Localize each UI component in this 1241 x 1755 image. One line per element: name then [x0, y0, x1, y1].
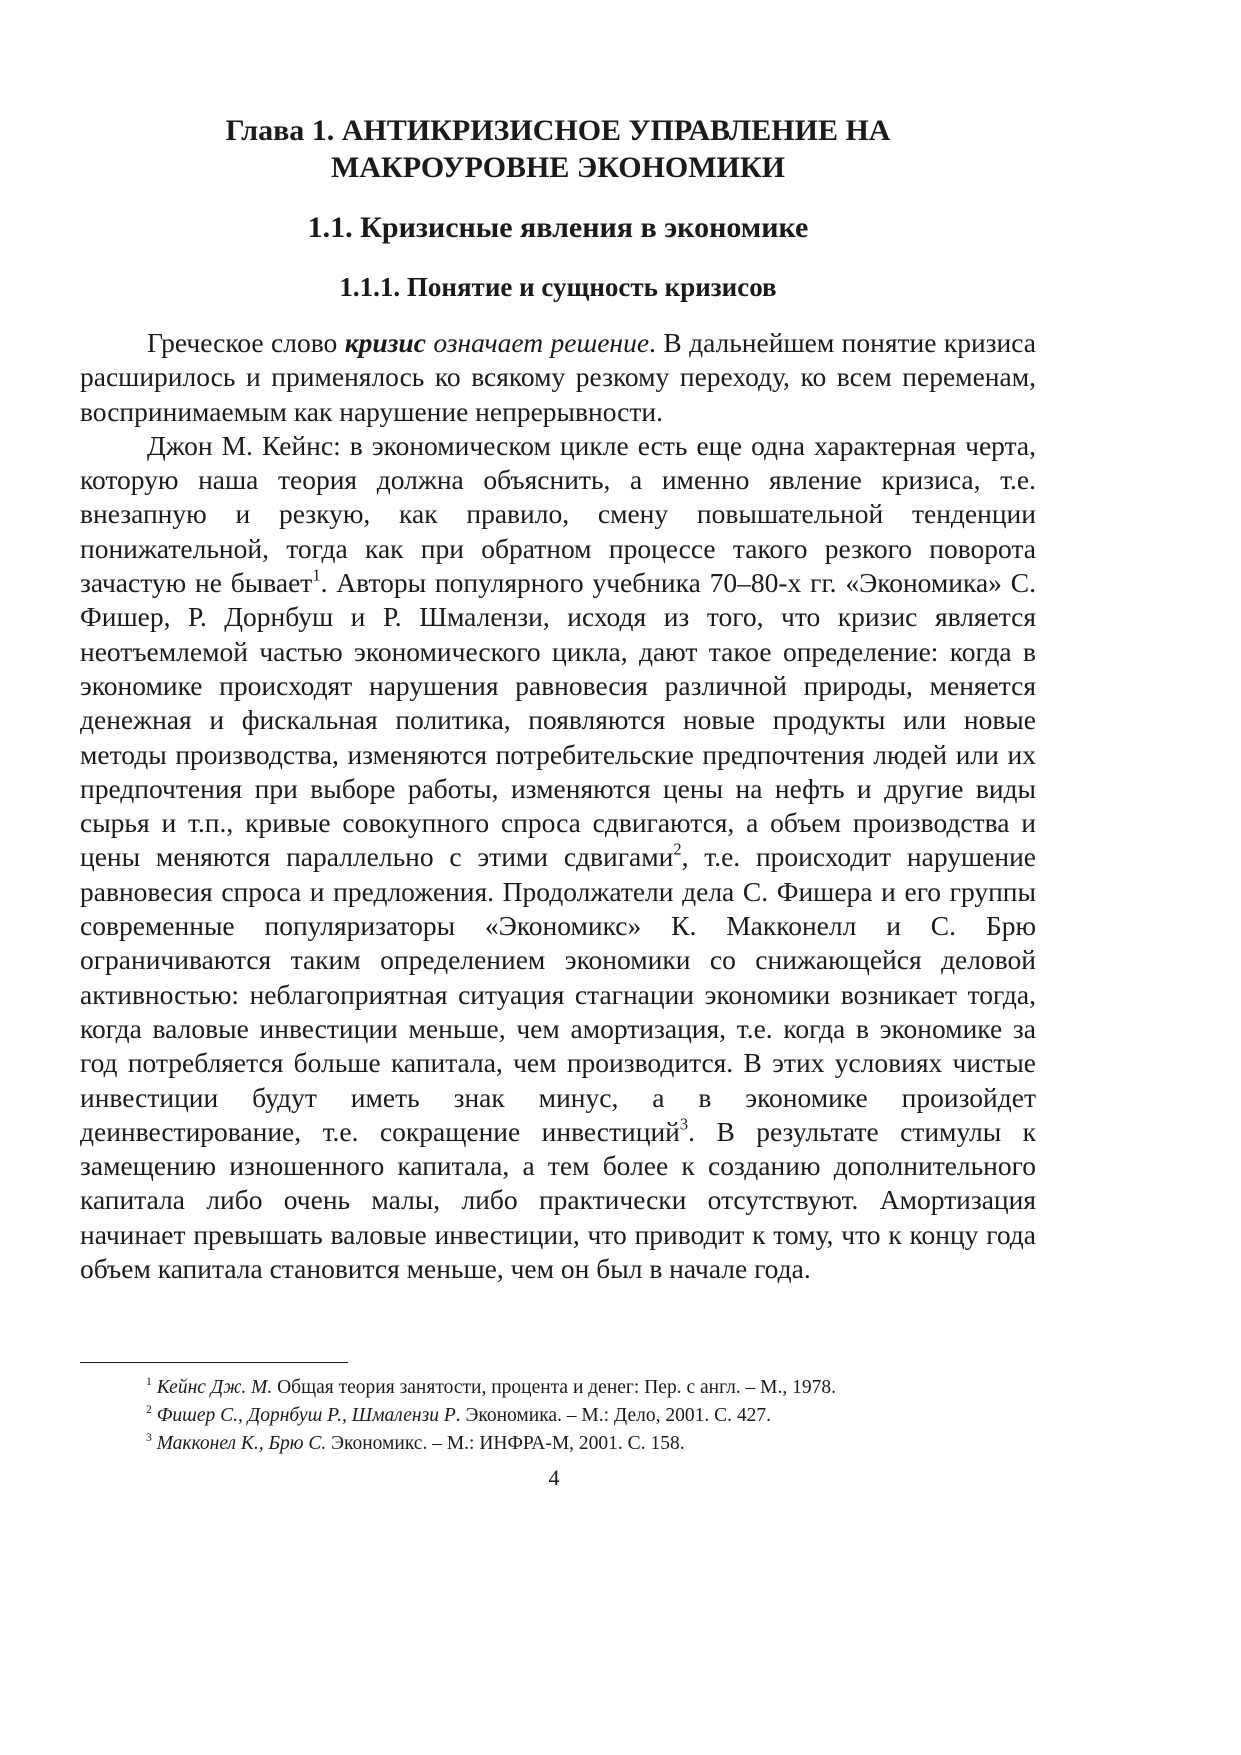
- footnote-ref-1[interactable]: 1: [312, 565, 321, 585]
- page-number: 4: [548, 1465, 560, 1490]
- footnote-2: [146, 1402, 1036, 1430]
- paragraph-2-segment-1: Джон М. Кейнс: в экономическом цикле есть еще одна характерная черта, которую наша теория должна объяснить, а именно явление кризиса, т.е. внезапную и резкую, как правило, смену повышательной тенденции понижательной, тогда как при обратном процессе такого резкого поворота зачастую не бывает: [80, 429, 1036, 599]
- footnote-number: 2: [146, 1402, 152, 1416]
- footnote-text: . Экономика. – М.: Дело, 2001. С. 427.: [455, 1405, 771, 1426]
- footnote-number: 3: [146, 1430, 152, 1444]
- footnote-authors: Макконел К., Брю С.: [156, 1433, 327, 1454]
- section-title: 1.1. Кризисные явления в экономике: [307, 211, 809, 244]
- chapter-title-line-1: Глава 1. АНТИКРИЗИСНОЕ УПРАВЛЕНИЕ НА: [225, 114, 891, 147]
- footnote-number: 1: [146, 1374, 152, 1388]
- paragraph-1-text-before: Греческое слово: [147, 327, 345, 358]
- paragraph-2-segment-2: . Авторы популярного учебника 70–80-х гг. «Экономика» С. Фишер, Р. Дорнбуш и Р. Шмалензи, исходя из того, что кризис является неотъемлемой частью экономического цикла, дают такое определение: когда в экономике происходят нарушения равновесия различной природы, меняется денежная и фискальная политика, появляются новые продукты или новые методы производства, изменяются потребительские предпочтения людей или их предпочтения при выборе работы, изменяются цены на нефть и другие виды сырья и т.п., кривые совокупного спроса сдвигаются, а объем производства и цены меняются параллельно с этими сдвигами: [80, 567, 1036, 873]
- footnote-authors: Кейнс Дж. М.: [156, 1377, 273, 1398]
- paragraph-1-text-after: . В дальнейшем понятие кризиса расширилось и применялось ко всякому резкому переходу, ко всем переменам, воспринимаемым как нарушение непрерывности.: [80, 327, 1036, 427]
- subsection-title: 1.1.1. Понятие и сущность кризисов: [339, 272, 777, 302]
- paragraph-2-segment-3: , т.е. происходит нарушение равновесия спроса и предложения. Продолжатели дела С. Фишера и его группы современные популяризаторы «Экономикс» К. Макконелл и С. Брю ограничиваются таким определением экономики со снижающейся деловой активностью: неблагоприятная ситуация стагнации экономики возникает тогда, когда валовые инвестиции меньше, чем амортизация, т.е. когда в экономике за год потребляется больше капитала, чем производится. В этих условиях чистые инвестиции будут иметь знак минус, а в экономике произойдет деинвестирование, т.е. сокращение инвестиций: [80, 841, 1036, 1147]
- paragraph-1: [80, 326, 1036, 429]
- footnote-ref-2[interactable]: 2: [673, 839, 682, 859]
- body-text: [80, 326, 1036, 1286]
- chapter-title: [80, 112, 1036, 186]
- footnote-authors: Фишер С., Дорнбуш Р., Шмалензи Р: [156, 1405, 456, 1426]
- term-crisis: кризис: [344, 327, 426, 358]
- footnote-1: [146, 1374, 1036, 1402]
- paragraph-2-segment-4: . В результате стимулы к замещению изношенного капитала, а тем более к созданию дополнительного капитала либо очень малы, либо практически отсутствуют. Амортизация начинает превышать валовые инвестиции, что приводит к тому, что к концу года объем капитала становится меньше, чем он был в начале года.: [80, 1115, 1036, 1285]
- chapter-title-line-2: МАКРОУРОВНЕ ЭКОНОМИКИ: [331, 151, 785, 184]
- footnote-3: [146, 1430, 1036, 1458]
- footnote-text: Экономикс. – М.: ИНФРА-М, 2001. С. 158.: [326, 1433, 685, 1454]
- footnote-ref-3[interactable]: 3: [679, 1114, 689, 1134]
- paragraph-2: [80, 429, 1036, 1286]
- term-meaning: означает решение: [433, 327, 650, 358]
- footnote-separator: [80, 1362, 348, 1363]
- footnotes: [146, 1374, 1036, 1458]
- footnote-text: Общая теория занятости, процента и денег: Пер. с англ. – М., 1978.: [272, 1377, 837, 1398]
